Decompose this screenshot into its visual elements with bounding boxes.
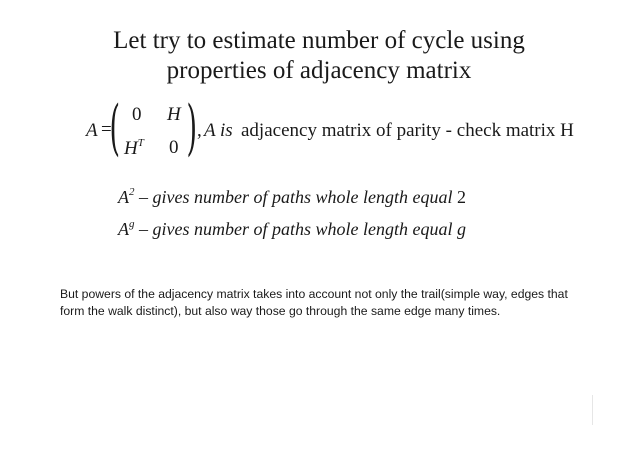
slide-title-line-2: properties of adjacency matrix xyxy=(166,57,472,84)
matrix-cell-r2c1: $H^T$ xyxy=(124,137,144,159)
matrix-var: A xyxy=(204,120,216,141)
line-a-squared: $A^2$ – gives number of paths whole length equal 2 xyxy=(118,186,466,207)
matrix-lhs: A xyxy=(86,120,98,141)
matrix-equals: = xyxy=(101,119,112,140)
matrix-cell-r1c2: H xyxy=(167,104,181,125)
matrix-description: adjacency matrix of parity - check matrix H xyxy=(241,120,574,141)
line-a-g: $A^g$ – gives number of paths whole length equal g xyxy=(118,218,466,239)
matrix-comma: , xyxy=(197,120,202,141)
divider xyxy=(592,395,593,425)
slide-title-line-1: Let try to estimate number of cycle using xyxy=(113,27,525,54)
matrix-cell-r1c1: 0 xyxy=(132,104,142,125)
explanation-paragraph: But powers of the adjacency matrix takes into account not only the trail(simple way, edges that form the walk distinct), but also way those go through the same edge many times. xyxy=(60,287,568,318)
matrix-is: is xyxy=(220,120,233,141)
matrix-cell-r2c2: 0 xyxy=(169,137,179,158)
left-paren-icon: ( xyxy=(109,93,120,163)
right-paren-icon: ) xyxy=(186,93,197,163)
